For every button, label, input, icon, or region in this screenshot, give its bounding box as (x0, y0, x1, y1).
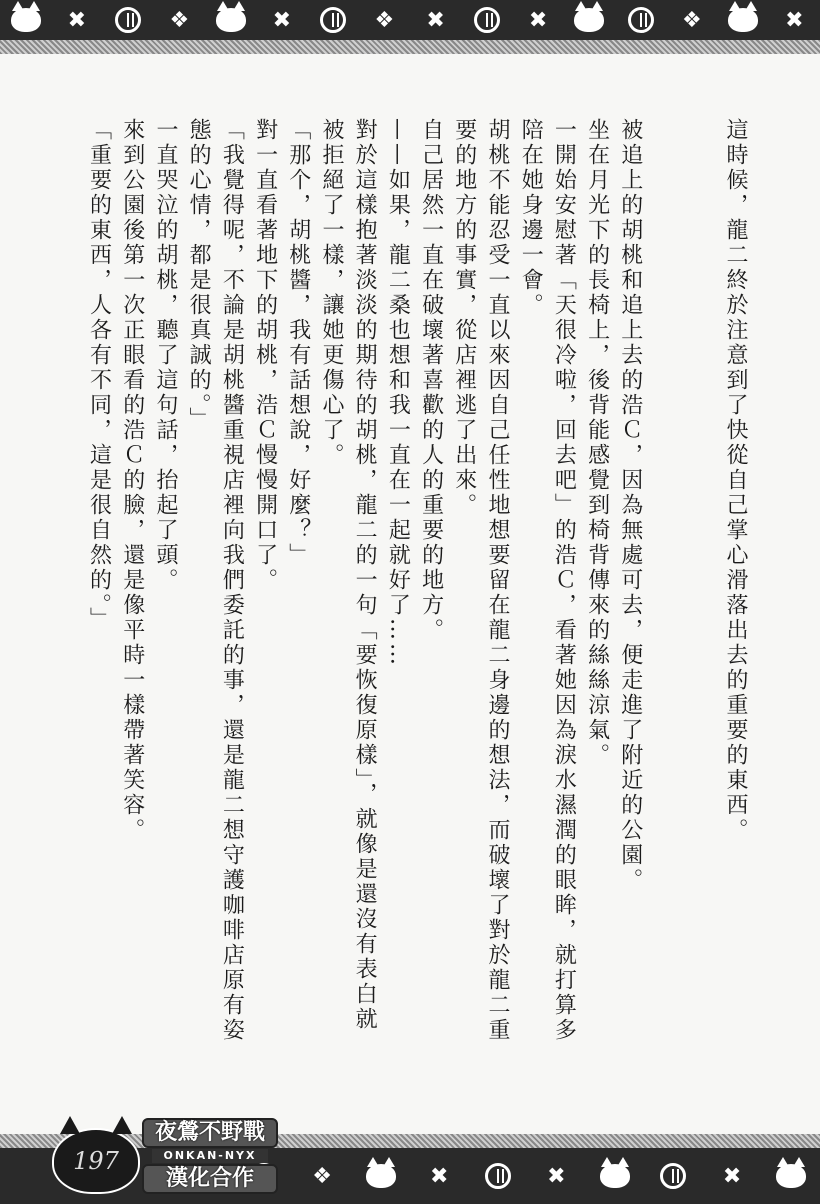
text-column: 對於這樣抱著淡淡的期待的胡桃，龍二的一句「要恢復原樣」，就像是還沒有表白就 (352, 118, 378, 1032)
page-number: 197 (52, 1128, 140, 1194)
cross-icon: ✖ (722, 1163, 742, 1189)
ring-icon (658, 1161, 688, 1191)
text-column: 態的心情，都是很真誠的。」 (186, 118, 212, 432)
ring-icon (626, 5, 656, 35)
cat-icon (366, 1161, 396, 1191)
cat-icon (776, 1161, 806, 1191)
cross-icon: ✖ (426, 7, 445, 33)
text-column: 「我覺得呢，不論是胡桃醬重視店裡向我們委託的事，還是龍二想守護咖啡店原有姿 (219, 118, 245, 1043)
text-column: 這時候，龍二終於注意到了快從自己掌心滑落出去的重要的東西。 (723, 118, 748, 843)
decorative-header-band (0, 0, 820, 40)
hatched-divider (0, 40, 820, 54)
cat-icon (574, 5, 604, 35)
cat-icon (728, 5, 758, 35)
text-column: 被追上的胡桃和追上去的浩Ｃ，因為無處可去，便走進了附近的公園。 (617, 118, 643, 893)
text-column: 自己居然一直在破壞著喜歡的人的重要的地方。 (418, 118, 444, 643)
scanlation-logo (142, 1118, 278, 1194)
cat-icon (600, 1161, 630, 1191)
ring-icon (318, 5, 348, 35)
text-column: 來到公園後第一次正眼看的浩Ｃ的臉，還是像平時一樣帶著笑容。 (119, 118, 145, 843)
body-text (82, 118, 752, 1098)
diamond-icon: ❖ (374, 7, 395, 33)
cross-icon: ✖ (272, 7, 292, 33)
ring-icon (472, 5, 502, 35)
cross-icon: ✖ (547, 1163, 566, 1189)
text-column: ——如果，龍二桑也想和我一直在一起就好了…… (385, 118, 411, 668)
diamond-icon: ❖ (169, 7, 190, 33)
text-column: 要的地方的事實，從店裡逃了出來。 (451, 118, 477, 518)
text-column: 「重要的東西，人各有不同，這是很自然的。」 (86, 118, 112, 632)
logo-tagline: 漢化合作 (142, 1164, 278, 1194)
text-column: 陪在她身邊一會。 (518, 118, 544, 318)
logo-subtitle: ONKAN-NYX (152, 1149, 268, 1163)
cross-icon: ✖ (430, 1163, 449, 1189)
text-column: 對一直看著地下的胡桃，浩Ｃ慢慢開口了。 (252, 118, 278, 593)
text-column: 一開始安慰著「天很冷啦，回去吧」的浩Ｃ，看著她因為淚水濕潤的眼眸，就打算多 (551, 118, 577, 1043)
cat-icon (216, 5, 246, 35)
ring-icon (113, 5, 143, 35)
diamond-icon: ❖ (312, 1163, 332, 1189)
text-column: 一直哭泣的胡桃，聽了這句話，抬起了頭。 (152, 118, 178, 593)
text-column: 坐在月光下的長椅上，後背能感覺到椅背傳來的絲絲涼氣。 (584, 118, 610, 768)
cross-icon: ✖ (785, 7, 804, 33)
ring-icon (483, 1161, 513, 1191)
cat-icon (11, 5, 41, 35)
text-column: 胡桃不能忍受一直以來因自己任性地想要留在龍二身邊的想法，而破壞了對於龍二重 (484, 118, 510, 1043)
cross-icon: ✖ (528, 7, 548, 33)
diamond-icon: ❖ (682, 7, 702, 33)
text-column: 被拒絕了一樣，讓她更傷心了。 (318, 118, 344, 468)
cross-icon: ✖ (67, 7, 87, 33)
logo-title: 夜鶯不野戰 (142, 1118, 278, 1148)
text-column: 「那个，胡桃醬，我有話想說，好麼？」 (285, 118, 311, 568)
